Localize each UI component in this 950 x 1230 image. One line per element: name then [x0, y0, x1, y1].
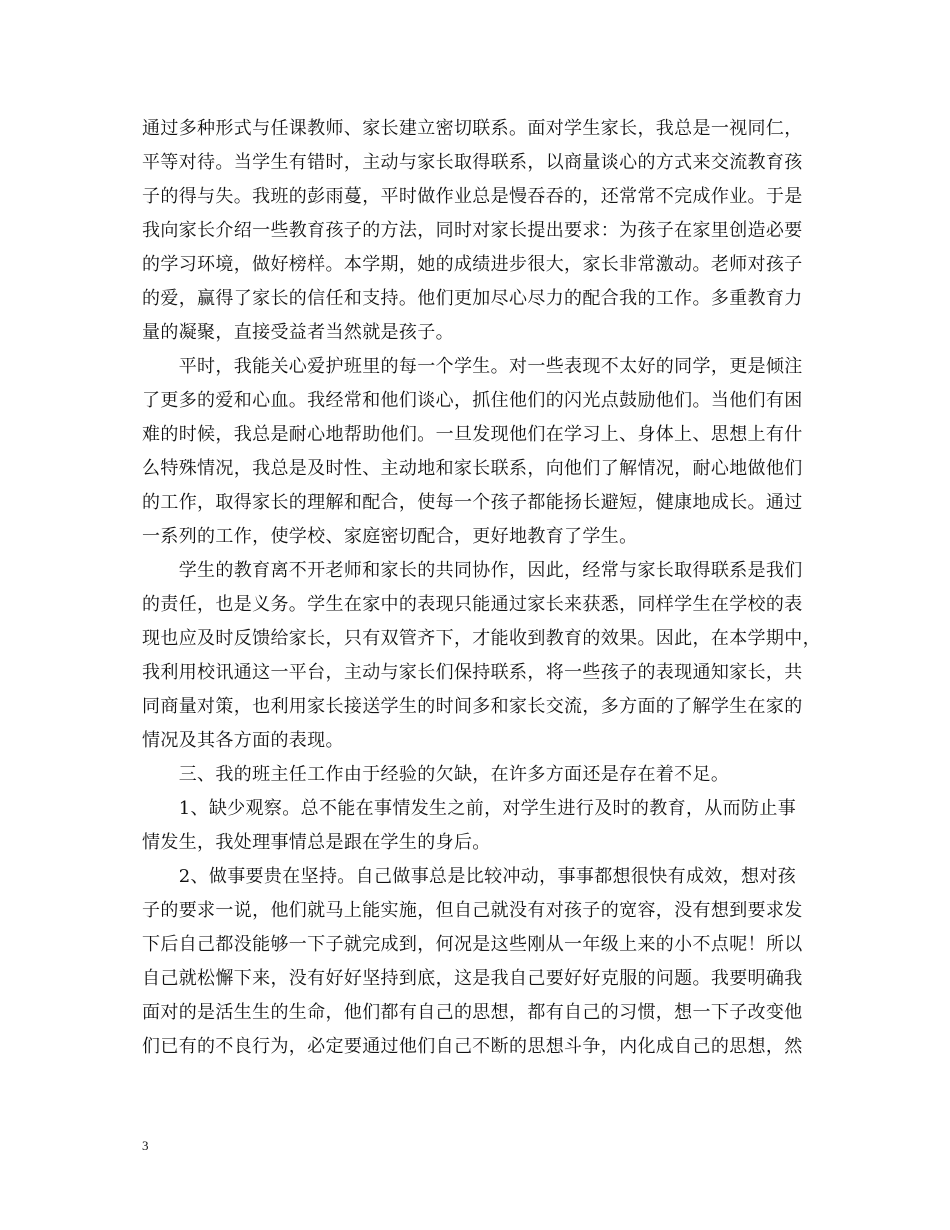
- page-number: 3: [142, 1138, 149, 1153]
- text-line: 难的时候，我总是耐心地帮助他们。一旦发现他们在学习上、身体上、思想上有什: [142, 424, 803, 445]
- text-line: 1、缺少观察。总不能在事情发生之前，对学生进行及时的教育，从而防止事: [142, 798, 797, 819]
- text-line: 子的得与失。我班的彭雨蔓，平时做作业总是慢吞吞的，还常常不完成作业。于是: [142, 186, 803, 207]
- text-line: 量的凝聚，直接受益者当然就是孩子。: [142, 322, 454, 343]
- text-line: 我利用校讯通这一平台，主动与家长们保持联系，将一些孩子的表现通知家长，共: [142, 662, 803, 683]
- text-line: 一系列的工作，使学校、家庭密切配合，更好地教育了学生。: [142, 526, 638, 547]
- text-line: 子的要求一说，他们就马上能实施，但自己就没有对孩子的宽容，没有想到要求发: [142, 900, 803, 921]
- text-line: 的爱，赢得了家长的信任和支持。他们更加尽心尽力的配合我的工作。多重教育力: [142, 288, 803, 309]
- text-line: 么特殊情况，我总是及时性、主动地和家长联系，向他们了解情况，耐心地做他们: [142, 458, 803, 479]
- text-line: 了更多的爱和心血。我经常和他们谈心，抓住他们的闪光点鼓励他们。当他们有困: [142, 390, 803, 411]
- text-line: 下后自己都没能够一下子就完成到，何况是这些刚从一年级上来的小不点呢！所以: [142, 934, 803, 955]
- text-line: 现也应及时反馈给家长，只有双管齐下，才能收到教育的效果。因此，在本学期中，: [142, 628, 821, 649]
- text-line: 情况及其各方面的表现。: [142, 730, 344, 751]
- text-line: 平时，我能关心爱护班里的每一个学生。对一些表现不太好的同学，更是倾注: [142, 356, 803, 377]
- text-line: 我向家长介绍一些教育孩子的方法，同时对家长提出要求：为孩子在家里创造必要: [142, 220, 803, 241]
- text-line: 同商量对策，也利用家长接送学生的时间多和家长交流，多方面的了解学生在家的: [142, 696, 803, 717]
- text-line: 2、做事要贵在坚持。自己做事总是比较冲动，事事都想很快有成效，想对孩: [142, 866, 797, 887]
- text-line: 的学习环境，做好榜样。本学期，她的成绩进步很大，家长非常激动。老师对孩子: [142, 254, 803, 275]
- text-line: 情发生，我处理事情总是跟在学生的身后。: [142, 832, 491, 853]
- text-line: 的工作，取得家长的理解和配合，使每一个孩子都能扬长避短，健康地成长。通过: [142, 492, 803, 513]
- text-line: 的责任，也是义务。学生在家中的表现只能通过家长来获悉，同样学生在学校的表: [142, 594, 803, 615]
- text-line: 平等对待。当学生有错时，主动与家长取得联系，以商量谈心的方式来交流教育孩: [142, 152, 803, 173]
- text-line: 面对的是活生生的生命，他们都有自己的思想，都有自己的习惯，想一下子改变他: [142, 1002, 803, 1023]
- text-line: 三、我的班主任工作由于经验的欠缺，在许多方面还是存在着不足。: [142, 764, 730, 785]
- text-line: 学生的教育离不开老师和家长的共同协作，因此，经常与家长取得联系是我们: [142, 560, 803, 581]
- text-line: 通过多种形式与任课教师、家长建立密切联系。面对学生家长，我总是一视同仁，: [142, 118, 803, 139]
- text-line: 自己就松懈下来，没有好好坚持到底，这是我自己要好好克服的问题。我要明确我: [142, 968, 803, 989]
- text-line: 们已有的不良行为，必定要通过他们自己不断的思想斗争，内化成自己的思想，然: [142, 1036, 803, 1057]
